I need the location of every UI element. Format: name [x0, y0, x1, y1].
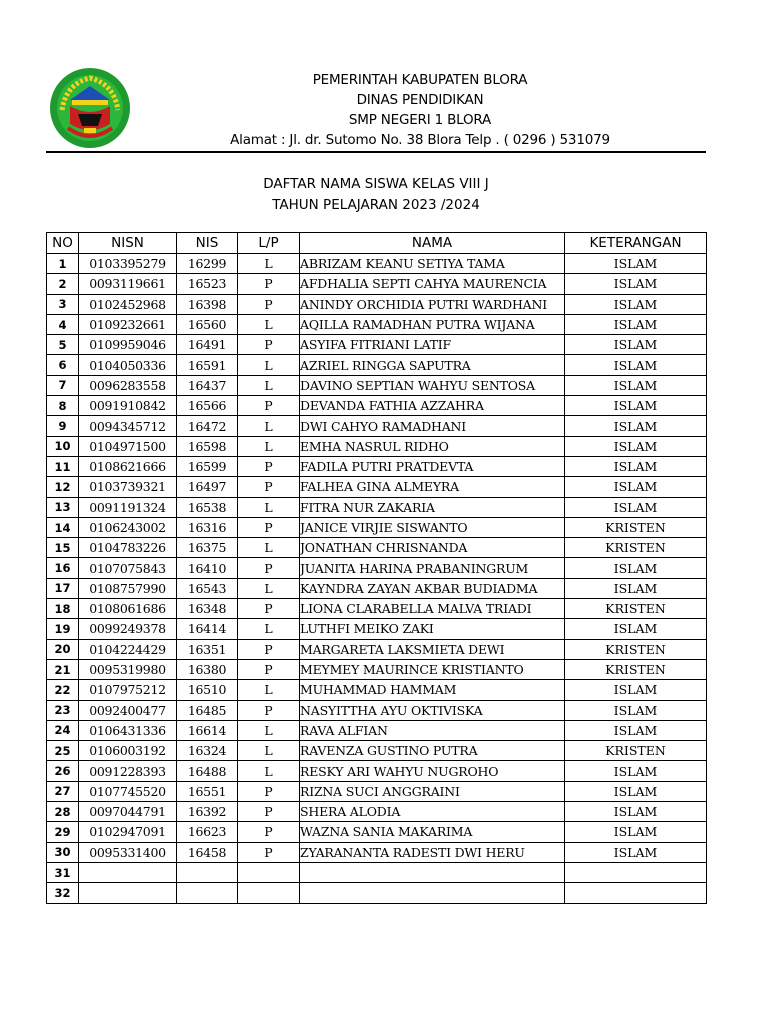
table-row — [47, 477, 707, 497]
cell-no: 27 — [47, 781, 79, 801]
cell-gender: L — [238, 375, 300, 395]
cell-gender: P — [238, 396, 300, 416]
cell-nis: 16538 — [177, 497, 238, 517]
title-line-1: DAFTAR NAMA SISWA KELAS VIII J — [263, 176, 489, 192]
cell-religion — [565, 862, 707, 882]
cell-nis: 16510 — [177, 680, 238, 700]
cell-name: DEVANDA FATHIA AZZAHRA — [300, 396, 565, 416]
table-row — [47, 862, 707, 882]
agency-name: DINAS PENDIDIKAN — [356, 92, 484, 108]
cell-religion: ISLAM — [565, 680, 707, 700]
cell-no: 16 — [47, 558, 79, 578]
cell-name: ASYIFA FITRIANI LATIF — [300, 335, 565, 355]
document-title — [46, 174, 706, 216]
cell-religion: ISLAM — [565, 274, 707, 294]
cell-nisn: 0102452968 — [79, 294, 177, 314]
school-address: Alamat : Jl. dr. Sutomo No. 38 Blora Telp . ( 0296 ) 531079 — [230, 132, 610, 148]
cell-nis: 16591 — [177, 355, 238, 375]
government-name: PEMERINTAH KABUPATEN BLORA — [312, 72, 528, 88]
cell-name: ZYARANANTA RADESTI DWI HERU — [300, 842, 565, 862]
cell-no: 17 — [47, 578, 79, 598]
regency-emblem-icon — [48, 66, 132, 150]
cell-name: MARGARETA LAKSMIETA DEWI — [300, 639, 565, 659]
cell-gender: P — [238, 477, 300, 497]
cell-name: RAVENZA GUSTINO PUTRA — [300, 741, 565, 761]
cell-nisn: 0108061686 — [79, 599, 177, 619]
table-row — [47, 842, 707, 862]
cell-nisn: 0103395279 — [79, 254, 177, 274]
cell-religion: ISLAM — [565, 294, 707, 314]
table-row — [47, 335, 707, 355]
table-row — [47, 517, 707, 537]
cell-gender: P — [238, 456, 300, 476]
cell-gender: L — [238, 720, 300, 740]
table-row — [47, 436, 707, 456]
cell-gender: L — [238, 436, 300, 456]
cell-nis — [177, 883, 238, 903]
cell-nisn: 0109959046 — [79, 335, 177, 355]
cell-nis: 16398 — [177, 294, 238, 314]
column-header-keterangan: KETERANGAN — [565, 233, 707, 254]
cell-religion: ISLAM — [565, 477, 707, 497]
table-row — [47, 883, 707, 903]
cell-religion: ISLAM — [565, 578, 707, 598]
cell-gender: L — [238, 538, 300, 558]
cell-religion: ISLAM — [565, 396, 707, 416]
cell-name: AZRIEL RINGGA SAPUTRA — [300, 355, 565, 375]
cell-nis: 16414 — [177, 619, 238, 639]
cell-no: 19 — [47, 619, 79, 639]
cell-religion: ISLAM — [565, 456, 707, 476]
cell-gender: L — [238, 416, 300, 436]
cell-no: 24 — [47, 720, 79, 740]
cell-religion: ISLAM — [565, 497, 707, 517]
cell-name: RAVA ALFIAN — [300, 720, 565, 740]
cell-name: FALHEA GINA ALMEYRA — [300, 477, 565, 497]
cell-religion: KRISTEN — [565, 517, 707, 537]
cell-nis: 16488 — [177, 761, 238, 781]
cell-nisn: 0104971500 — [79, 436, 177, 456]
cell-nis: 16380 — [177, 659, 238, 679]
cell-no: 8 — [47, 396, 79, 416]
cell-gender: P — [238, 599, 300, 619]
cell-no: 21 — [47, 659, 79, 679]
cell-nis: 16348 — [177, 599, 238, 619]
cell-religion: ISLAM — [565, 720, 707, 740]
cell-name: SHERA ALODIA — [300, 802, 565, 822]
cell-gender: L — [238, 497, 300, 517]
cell-name: JUANITA HARINA PRABANINGRUM — [300, 558, 565, 578]
table-row — [47, 761, 707, 781]
cell-gender: L — [238, 578, 300, 598]
cell-nis: 16375 — [177, 538, 238, 558]
cell-gender: P — [238, 294, 300, 314]
cell-name: ANINDY ORCHIDIA PUTRI WARDHANI — [300, 294, 565, 314]
table-row — [47, 680, 707, 700]
cell-religion: ISLAM — [565, 436, 707, 456]
cell-nisn: 0091910842 — [79, 396, 177, 416]
cell-no: 25 — [47, 741, 79, 761]
cell-nis: 16324 — [177, 741, 238, 761]
cell-nisn: 0104783226 — [79, 538, 177, 558]
cell-gender: L — [238, 254, 300, 274]
table-row — [47, 456, 707, 476]
table-row — [47, 741, 707, 761]
cell-religion — [565, 883, 707, 903]
cell-gender: P — [238, 558, 300, 578]
title-line-2: TAHUN PELAJARAN 2023 /2024 — [272, 197, 480, 213]
cell-name: JONATHAN CHRISNANDA — [300, 538, 565, 558]
cell-nis: 16392 — [177, 802, 238, 822]
cell-gender: L — [238, 314, 300, 334]
table-row — [47, 802, 707, 822]
cell-no: 3 — [47, 294, 79, 314]
cell-no: 9 — [47, 416, 79, 436]
cell-nis: 16523 — [177, 274, 238, 294]
cell-nisn: 0093119661 — [79, 274, 177, 294]
cell-religion: ISLAM — [565, 619, 707, 639]
cell-religion: KRISTEN — [565, 538, 707, 558]
cell-nis: 16485 — [177, 700, 238, 720]
cell-nis: 16299 — [177, 254, 238, 274]
cell-nis: 16437 — [177, 375, 238, 395]
cell-nisn — [79, 883, 177, 903]
cell-nis: 16410 — [177, 558, 238, 578]
cell-gender: P — [238, 517, 300, 537]
cell-religion: ISLAM — [565, 822, 707, 842]
letterhead — [150, 70, 690, 150]
cell-name: DAVINO SEPTIAN WAHYU SENTOSA — [300, 375, 565, 395]
cell-no: 28 — [47, 802, 79, 822]
cell-no: 20 — [47, 639, 79, 659]
cell-no: 32 — [47, 883, 79, 903]
school-name: SMP NEGERI 1 BLORA — [348, 112, 492, 128]
cell-religion: KRISTEN — [565, 741, 707, 761]
table-row — [47, 314, 707, 334]
cell-nisn: 0099249378 — [79, 619, 177, 639]
cell-nis: 16551 — [177, 781, 238, 801]
cell-name: LIONA CLARABELLA MALVA TRIADI — [300, 599, 565, 619]
cell-gender: P — [238, 335, 300, 355]
cell-nis: 16598 — [177, 436, 238, 456]
cell-name: AQILLA RAMADHAN PUTRA WIJANA — [300, 314, 565, 334]
table-row — [47, 416, 707, 436]
cell-name: DWI CAHYO RAMADHANI — [300, 416, 565, 436]
cell-no: 12 — [47, 477, 79, 497]
cell-nis: 16491 — [177, 335, 238, 355]
cell-no: 29 — [47, 822, 79, 842]
table-row — [47, 619, 707, 639]
cell-nisn: 0103739321 — [79, 477, 177, 497]
cell-no: 15 — [47, 538, 79, 558]
cell-nisn: 0104050336 — [79, 355, 177, 375]
cell-no: 11 — [47, 456, 79, 476]
cell-nisn: 0095319980 — [79, 659, 177, 679]
cell-nisn: 0107975212 — [79, 680, 177, 700]
cell-religion: ISLAM — [565, 254, 707, 274]
cell-name: LUTHFI MEIKO ZAKI — [300, 619, 565, 639]
table-header-row — [47, 233, 707, 254]
cell-name: WAZNA SANIA MAKARIMA — [300, 822, 565, 842]
cell-nisn: 0091228393 — [79, 761, 177, 781]
table-row — [47, 538, 707, 558]
table-row — [47, 375, 707, 395]
cell-religion: KRISTEN — [565, 659, 707, 679]
cell-gender: L — [238, 761, 300, 781]
cell-gender: L — [238, 619, 300, 639]
cell-no: 6 — [47, 355, 79, 375]
table-row — [47, 497, 707, 517]
cell-nis: 16497 — [177, 477, 238, 497]
student-table — [46, 232, 707, 904]
cell-nisn: 0107745520 — [79, 781, 177, 801]
table-row — [47, 396, 707, 416]
cell-religion: ISLAM — [565, 700, 707, 720]
cell-nis: 16458 — [177, 842, 238, 862]
cell-no: 4 — [47, 314, 79, 334]
cell-no: 5 — [47, 335, 79, 355]
cell-religion: ISLAM — [565, 842, 707, 862]
cell-name — [300, 883, 565, 903]
cell-gender: L — [238, 741, 300, 761]
cell-nisn: 0106003192 — [79, 741, 177, 761]
cell-nisn — [79, 862, 177, 882]
cell-nisn: 0094345712 — [79, 416, 177, 436]
cell-nis: 16351 — [177, 639, 238, 659]
cell-no: 1 — [47, 254, 79, 274]
table-row — [47, 781, 707, 801]
cell-gender: P — [238, 781, 300, 801]
cell-gender — [238, 862, 300, 882]
column-header-nis: NIS — [177, 233, 238, 254]
cell-nisn: 0092400477 — [79, 700, 177, 720]
cell-name: FITRA NUR ZAKARIA — [300, 497, 565, 517]
cell-nis: 16599 — [177, 456, 238, 476]
cell-gender — [238, 883, 300, 903]
cell-religion: KRISTEN — [565, 639, 707, 659]
column-header-nisn: NISN — [79, 233, 177, 254]
cell-nisn: 0109232661 — [79, 314, 177, 334]
cell-name: NASYITTHA AYU OKTIVISKA — [300, 700, 565, 720]
table-row — [47, 700, 707, 720]
column-header-no: NO — [47, 233, 79, 254]
cell-no: 22 — [47, 680, 79, 700]
cell-nis: 16560 — [177, 314, 238, 334]
cell-nis: 16566 — [177, 396, 238, 416]
cell-name: RESKY ARI WAHYU NUGROHO — [300, 761, 565, 781]
cell-nisn: 0107075843 — [79, 558, 177, 578]
cell-name: AFDHALIA SEPTI CAHYA MAURENCIA — [300, 274, 565, 294]
cell-nis — [177, 862, 238, 882]
cell-no: 2 — [47, 274, 79, 294]
cell-no: 13 — [47, 497, 79, 517]
cell-name: FADILA PUTRI PRATDEVTA — [300, 456, 565, 476]
cell-nisn: 0095331400 — [79, 842, 177, 862]
cell-religion: ISLAM — [565, 802, 707, 822]
cell-name: MEYMEY MAURINCE KRISTIANTO — [300, 659, 565, 679]
cell-nis: 16316 — [177, 517, 238, 537]
cell-religion: ISLAM — [565, 355, 707, 375]
cell-no: 7 — [47, 375, 79, 395]
cell-religion: ISLAM — [565, 314, 707, 334]
cell-gender: P — [238, 700, 300, 720]
cell-no: 18 — [47, 599, 79, 619]
cell-religion: ISLAM — [565, 416, 707, 436]
header-divider — [46, 151, 706, 153]
table-row — [47, 659, 707, 679]
cell-name: EMHA NASRUL RIDHO — [300, 436, 565, 456]
cell-religion: ISLAM — [565, 558, 707, 578]
table-row — [47, 639, 707, 659]
cell-nis: 16623 — [177, 822, 238, 842]
cell-religion: ISLAM — [565, 375, 707, 395]
cell-gender: L — [238, 355, 300, 375]
cell-nis: 16614 — [177, 720, 238, 740]
cell-nisn: 0108621666 — [79, 456, 177, 476]
table-row — [47, 720, 707, 740]
cell-nis: 16543 — [177, 578, 238, 598]
cell-no: 14 — [47, 517, 79, 537]
table-row — [47, 274, 707, 294]
cell-gender: P — [238, 802, 300, 822]
cell-nisn: 0106243002 — [79, 517, 177, 537]
cell-name: ABRIZAM KEANU SETIYA TAMA — [300, 254, 565, 274]
cell-nisn: 0102947091 — [79, 822, 177, 842]
cell-name: RIZNA SUCI ANGGRAINI — [300, 781, 565, 801]
table-row — [47, 294, 707, 314]
cell-gender: L — [238, 680, 300, 700]
cell-nis: 16472 — [177, 416, 238, 436]
column-header-lp: L/P — [238, 233, 300, 254]
cell-no: 30 — [47, 842, 79, 862]
cell-no: 23 — [47, 700, 79, 720]
cell-gender: P — [238, 822, 300, 842]
cell-no: 26 — [47, 761, 79, 781]
table-row — [47, 558, 707, 578]
cell-name: JANICE VIRJIE SISWANTO — [300, 517, 565, 537]
cell-gender: P — [238, 659, 300, 679]
table-row — [47, 254, 707, 274]
table-row — [47, 822, 707, 842]
cell-religion: ISLAM — [565, 761, 707, 781]
table-row — [47, 599, 707, 619]
cell-nisn: 0096283558 — [79, 375, 177, 395]
cell-religion: ISLAM — [565, 335, 707, 355]
table-row — [47, 578, 707, 598]
cell-religion: KRISTEN — [565, 599, 707, 619]
cell-name: MUHAMMAD HAMMAM — [300, 680, 565, 700]
cell-name: KAYNDRA ZAYAN AKBAR BUDIADMA — [300, 578, 565, 598]
cell-gender: P — [238, 274, 300, 294]
cell-nisn: 0091191324 — [79, 497, 177, 517]
cell-nisn: 0106431336 — [79, 720, 177, 740]
column-header-nama: NAMA — [300, 233, 565, 254]
cell-gender: P — [238, 639, 300, 659]
cell-nisn: 0108757990 — [79, 578, 177, 598]
cell-gender: P — [238, 842, 300, 862]
cell-nisn: 0104224429 — [79, 639, 177, 659]
cell-nisn: 0097044791 — [79, 802, 177, 822]
cell-no: 31 — [47, 862, 79, 882]
cell-no: 10 — [47, 436, 79, 456]
cell-religion: ISLAM — [565, 781, 707, 801]
table-row — [47, 355, 707, 375]
cell-name — [300, 862, 565, 882]
